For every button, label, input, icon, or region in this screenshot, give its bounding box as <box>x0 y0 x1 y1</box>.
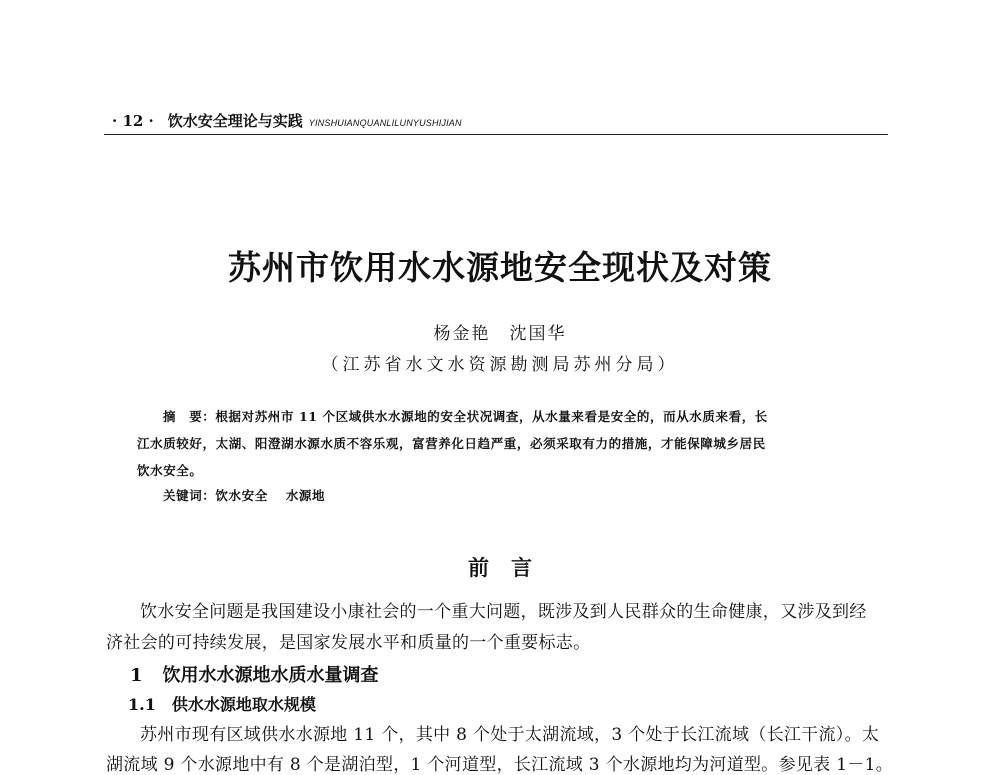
keyword: 饮水安全 <box>215 488 268 503</box>
keywords <box>163 486 325 504</box>
body-text-line: 饮水安全问题是我国建设小康社会的一个重大问题，既涉及到人民群众的生命健康，又涉及到经 <box>140 602 867 622</box>
journal-title-latin: YINSHUIANQUANLILUNYUSHIJIAN <box>308 118 462 128</box>
body-text-line: 湖流域 9 个水源地中有 8 个是湖泊型，1 个河道型，长江流域 3 个水源地均为河道型。参见表 1－1。 <box>106 755 894 775</box>
page-number: · 12 · <box>112 112 154 130</box>
running-header <box>112 110 462 131</box>
subsection-number: 1.1 <box>128 695 156 714</box>
body-text-line: 苏州市现有区域供水水源地 11 个，其中 8 个处于太湖流域，3 个处于长江流域（长江干流）。太 <box>140 725 880 745</box>
section-title: 饮用水水源地水质水量调查 <box>162 665 379 686</box>
abstract-line: 饮水安全。 <box>137 463 203 478</box>
keyword: 水源地 <box>285 488 326 503</box>
subsection-title: 供水水源地取水规模 <box>171 695 316 714</box>
keywords-label: 关键词： <box>163 488 216 503</box>
journal-title: 饮水安全理论与实践 <box>167 112 303 130</box>
abstract <box>137 403 843 484</box>
header-rule <box>104 134 888 135</box>
section-heading-1 <box>130 661 379 687</box>
section-number: 1 <box>130 665 143 686</box>
affiliation: （江苏省水文水资源勘测局苏州分局） <box>321 355 679 375</box>
section-heading-intro: 前言 <box>468 555 554 580</box>
body-text-line: 济社会的可持续发展，是国家发展水平和质量的一个重要标志。 <box>106 633 591 653</box>
article-title: 苏州市饮用水水源地安全现状及对策 <box>228 248 772 287</box>
authors: 杨金艳 沈国华 <box>433 324 567 344</box>
abstract-line: 摘 要：根据对苏州市 11 个区域供水水源地的安全状况调查，从水量来看是安全的，而从水质来看，长 <box>163 409 768 424</box>
abstract-line: 江水质较好，太湖、阳澄湖水源水质不容乐观，富营养化日趋严重，必须采取有力的措施，才能保障城乡居民 <box>137 436 766 451</box>
subsection-heading-1-1 <box>128 692 316 715</box>
